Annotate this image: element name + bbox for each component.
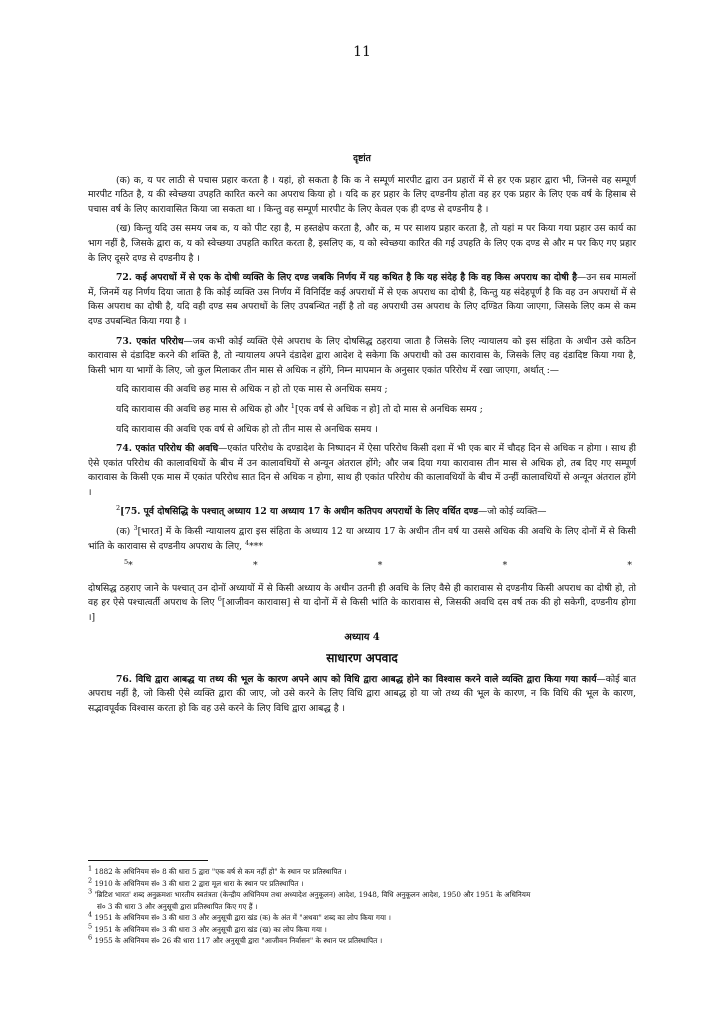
footnotes (88, 866, 636, 947)
footnote-text: सं० 3 की धारा 3 और अनुसूची द्वारा प्रतिस्थापित किए गए हैं । (97, 901, 258, 911)
footnote-text: 'ब्रिटिश भारत' शब्द अनुक्रमशः भारतीय स्वतंत्रता (केन्द्रीय अधिनियम तथा अध्यादेश अनुकूलन) आदेश, 1948, विधि अनुकूलन आदेश, 1950 और 1951 के अधिनियम (94, 890, 531, 899)
star-1: $^5$* (124, 558, 133, 572)
footnote-number: 2 (88, 876, 93, 885)
footnote-ref-2: 2 (116, 504, 121, 513)
star-3: * (377, 560, 383, 572)
section-76-heading: 76. विधि द्वारा आबद्ध या तथ्य की भूल के कारण अपने आप को विधि द्वारा आबद्ध होने का विश्वास करने वाले व्यक्ति द्वारा किया गया कार्य (116, 673, 597, 685)
section-75-clause-a (88, 525, 636, 554)
section-72-heading: 72. कई अपराधों में से एक के दोषी व्यक्ति के लिए दण्ड जबकि निर्णय में यह कथित है कि यह संदेह है कि वह किस अपराध का दोषी है (116, 272, 578, 284)
clause-a-text: [भारत] में के किसी न्यायालय द्वारा इस संहिता के अध्याय 12 या अध्याय 17 के अधीन तीन वर्ष या उससे अधिक की अवधि के लिए दोनों में से किसी भांति के कारावास से दण्डनीय अपराध के लिए, (88, 526, 636, 552)
footnote-continuation (97, 901, 636, 913)
omission-stars (88, 559, 636, 574)
clause-a-stars: *** (249, 540, 263, 552)
footnote-number: 1 (88, 864, 93, 873)
main-content (88, 152, 636, 722)
footnote-ref-3: 3 (133, 524, 138, 532)
section-76 (88, 673, 636, 717)
footnote (88, 878, 636, 890)
footnote-number: 4 (88, 910, 93, 919)
footnote-ref-5: 5 (124, 558, 129, 567)
section-73-text: —जब कभी कोई व्यक्ति ऐसे अपराध के लिए दोषसिद्ध ठहराया जाता है जिसके लिए न्यायालय को इस संहिता के अधीन उसे कठिन कारावास से दंडादिष्ट करने की शक्ति है, तो न्यायालय अपने दंडादेश द्वारा आदेश दे सकेगा कि अपराधी को उस कारावास के, जिसके लिए वह दंडादिष्ट किया गया है, किसी भाग या भागों के लिए, जो कुल मिलाकर तीन मास से अधिक न होंगे, निम्न मापमान के अनुसार एकांत परिरोध में रखा जाएगा, अर्थात् :— (88, 335, 637, 376)
footnote-divider (88, 860, 208, 861)
scale-item-2-text-b: [एक वर्ष से अधिक न हो] तो दो मास से अनधिक समय ; (294, 403, 483, 415)
star-2: * (252, 560, 258, 572)
footnote-ref-1: 1 (290, 401, 295, 410)
section-72-text: —उन सब मामलों में, जिनमें यह निर्णय दिया जाता है कि कोई व्यक्ति उस निर्णय में विनिर्दिष्ट कई अपराधों में से एक अपराध का दोषी है, किन्तु यह संदेहपूर्ण है कि वह उन अपराधों में से किस अपराध का दोषी है, यदि वही दण्ड सब अपराधों के लिए उपबन्धित नहीं है तो वह अपराधी उस अपराध के लिए दण्डित किया जाएगा, जिसके लिए कम से कम दण्ड उपबन्धित किया गया है । (88, 272, 636, 327)
section-73-heading: 73. एकांत परिरोध (116, 335, 184, 347)
footnote-number: 6 (88, 933, 93, 942)
section-76-text: —कोई बात अपराध नहीं है, जो किसी ऐसे व्यक्ति द्वारा की जाए, जो उसे करने के लिए विधि द्वारा आबद्ध हो या जो तथ्य की भूल के कारण, न कि विधि की भूल के कारण, सद्भावपूर्वक विश्वास करता हो कि वह उसे करने के लिए विधि द्वारा आबद्ध है । (88, 673, 636, 714)
scale-item-3: यदि कारावास की अवधि एक वर्ष से अधिक हो तो तीन मास से अनधिक समय । (116, 423, 378, 435)
footnote-text: 1951 के अधिनियम सं० 3 की धारा 3 और अनुसूची द्वारा खंड (क) के अंत में "अथवा" शब्द का लोप किया गया । (94, 913, 391, 922)
chapter-number: अध्याय 4 (344, 631, 380, 643)
footnote-text: 1882 के अधिनियम सं० 8 की धारा 5 द्वारा "एक वर्ष से कम नहीं हो" के स्थान पर प्रतिस्थापित । (94, 867, 347, 876)
footnote (88, 935, 636, 947)
clause-a-label: (क) (116, 526, 131, 538)
footnote-text: 1955 के अधिनियम सं० 26 की धारा 117 और अनुसूची द्वारा "आजीवन निर्वासन" के स्थान पर प्रतिस्थापित । (94, 936, 383, 945)
illustrations-heading: दृष्टांत (353, 153, 371, 164)
footnote (88, 924, 636, 936)
footnote-text: 1910 के अधिनियम सं० 3 की धारा 2 द्वारा मूल धारा के स्थान पर प्रतिस्थापित । (94, 878, 304, 888)
section-74 (88, 442, 636, 500)
section-75-tail-text-a: दोषसिद्ध ठहराए जाने के पश्चात् उन दोनों अध्यायों में से किसी अध्याय के अधीन उतनी ही अवधि के लिए वैसे ही कारावास से दण्डनीय किसी अपराध का दोषी हो, तो वह हर ऐसे पश्चात्वर्ती अपराध के लिए (88, 582, 636, 609)
footnote-number: 5 (88, 922, 93, 931)
section-75 (88, 505, 636, 520)
footnote-ref-6: 6 (217, 595, 222, 604)
page-number: 11 (353, 44, 371, 60)
section-75-tail (88, 582, 636, 626)
footnote-ref-4: 4 (245, 538, 250, 547)
section-73 (88, 335, 636, 379)
chapter-title: साधारण अपवाद (326, 651, 398, 666)
footnote (88, 912, 636, 924)
section-72 (88, 271, 636, 329)
footnote (88, 889, 636, 901)
illustration-a: (क) क, य पर लाठी से पचास प्रहार करता है । यहां, हो सकता है कि क ने सम्पूर्ण मारपीट द्वारा उन प्रहारों में से हर एक प्रहार द्वारा भी, जिनसे वह सम्पूर्ण मारपीट गठित है, य की स्वेच्छया उपहति कारित करने का अपराध किया हो । यदि क हर प्रहार के लिए दण्डनीय होता वह हर एक प्रहार के लिए एक वर्ष के हिसाब से पचास वर्ष के लिए कारावासित किया जा सकता था । किन्तु वह सम्पूर्ण मारपीट के लिए केवल एक ही दण्ड से दण्डनीय है । (88, 174, 636, 215)
scale-item-2-text-a: यदि कारावास की अवधि छह मास से अधिक हो और (116, 403, 288, 415)
section-75-heading: [75. पूर्व दोषसिद्धि के पश्चात् अध्याय 12 या अध्याय 17 के अधीन कतिपय अपराधों के लिए वर्धित दण्ड (120, 506, 479, 518)
section-75-tail-text-b: [आजीवन कारावास] से या दोनों में से किसी भांति के कारावास से, जिसकी अवधि दस वर्ष तक की हो सकेगी, दण्डनीय होगा ।] (88, 597, 637, 624)
section-74-text: —एकांत परिरोध के दण्डादेश के निष्पादन में ऐसा परिरोध किसी दशा में भी एक बार में चौदह दिन से अधिक न होगा । साथ ही ऐसे एकांत परिरोध की कालावधियों के बीच में उन कालावधियों से अन्यून अंतराल होंगे; और जब दिया गया कारावास तीन मास से अधिक हो, तब दिए गए सम्पूर्ण कारावास के किसी एक मास में एकांत परिरोध सात दिन से अधिक न होगा, साथ ही एकांत परिरोध की कालावधियों के बीच में उन्हीं कालावधियों से अन्यून अंतराल होंगे । (88, 443, 636, 498)
star-4: * (502, 560, 508, 572)
scale-item-1: यदि कारावास की अवधि छह मास से अधिक न हो तो एक मास से अनधिक समय ; (116, 384, 388, 396)
section-75-text: —जो कोई व्यक्ति— (478, 506, 547, 518)
illustration-b: (ख) किन्तु यदि उस समय जब क, य को पीट रहा है, म हस्तक्षेप करता है, और क, म पर साशय प्रहार करता है, तो यहां म पर किया गया प्रहार उस कार्य का भाग नहीं है, जिसके द्वारा क, य को स्वेच्छया उपहति कारित करता है, इसलिए क, य को स्वेच्छया कारित की गई उपहति के लिए एक दण्ड से और म पर किए गए प्रहार के लिए दूसरे दण्ड से दण्डनीय है । (88, 223, 636, 264)
footnote (88, 866, 636, 878)
section-74-heading: 74. एकांत परिरोध की अवधि (116, 443, 219, 455)
star-5: * (627, 560, 632, 572)
footnote-number: 3 (88, 887, 93, 896)
footnote-text: 1951 के अधिनियम सं० 3 की धारा 3 और अनुसूची द्वारा खंड (ख) का लोप किया गया । (94, 924, 327, 934)
scale-item-2 (116, 403, 636, 418)
